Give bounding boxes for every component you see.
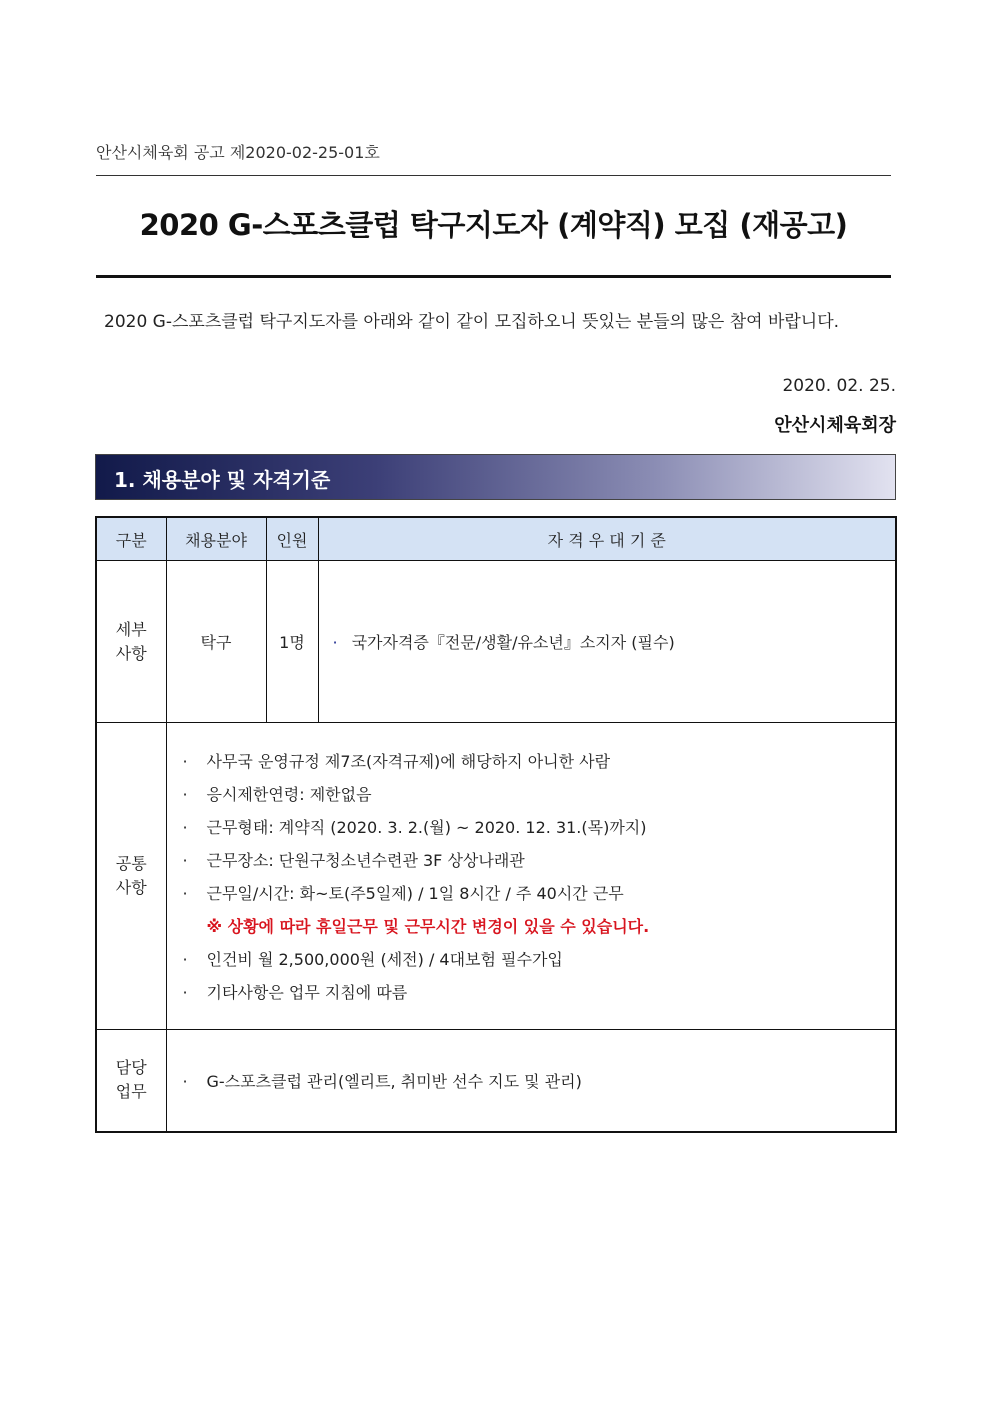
bullet-icon: · (182, 950, 188, 969)
bullet-icon: · (182, 752, 188, 771)
table-row-common (96, 723, 896, 1030)
common-label: 공통 사항 (96, 723, 166, 1030)
list-item: · 근무형태: 계약직 (2020. 3. 2.(월) ~ 2020. 12. 31.(목)까지) (183, 811, 896, 844)
section-header-bar (95, 454, 896, 500)
warning-note: ※ 상황에 따라 휴일근무 및 근무시간 변경이 있을 수 있습니다. (206, 917, 650, 936)
bullet-icon: · (332, 633, 338, 652)
bullet-icon: · (182, 818, 188, 837)
common-requirements-list (167, 723, 896, 1029)
notice-number: 안산시체육회 공고 제2020-02-25-01호 (96, 143, 380, 162)
detail-count: 1명 (266, 561, 318, 723)
header-category: 구분 (96, 517, 166, 561)
bullet-icon: · (182, 851, 188, 870)
duty-label: 담당 업무 (96, 1030, 166, 1132)
detail-criteria (318, 561, 896, 723)
list-item: · 인건비 월 2,500,000원 (세전) / 4대보험 필수가입 (183, 943, 896, 976)
criteria-text: 국가자격증『전문/생활/유소년』소지자 (필수) (351, 633, 675, 652)
bullet-icon: · (182, 884, 188, 903)
duty-text: G-스포츠클럽 관리(엘리트, 취미반 선수 지도 및 관리) (206, 1071, 582, 1091)
bullet-icon: · (182, 983, 188, 1002)
bullet-icon: · (182, 785, 188, 804)
header-count: 인원 (266, 517, 318, 561)
title-divider (96, 275, 891, 278)
table-row-duty (96, 1030, 896, 1132)
duty-content (166, 1030, 896, 1132)
detail-label: 세부 사항 (96, 561, 166, 723)
recruitment-table (95, 516, 897, 1133)
list-item: · 근무장소: 단원구청소년수련관 3F 상상나래관 (183, 844, 896, 877)
signer-name: 안산시체육회장 (774, 415, 896, 436)
header-field: 채용분야 (166, 517, 266, 561)
intro-paragraph: 2020 G-스포츠클럽 탁구지도자를 아래와 같이 같이 모집하오니 뜻있는 분들의 많은 참여 바랍니다. (104, 312, 840, 332)
list-item: · 응시제한연령: 제한없음 (183, 778, 896, 811)
table-row-detail (96, 561, 896, 723)
table-header-row (96, 517, 896, 561)
list-item: · 사무국 운영규정 제7조(자격규제)에 해당하지 아니한 사람 (183, 745, 896, 778)
detail-field: 탁구 (166, 561, 266, 723)
top-divider (96, 175, 891, 176)
header-criteria: 자 격 우 대 기 준 (318, 517, 896, 561)
notice-date: 2020. 02. 25. (782, 376, 896, 396)
list-item: · 근무일/시간: 화~토(주5일제) / 1일 8시간 / 주 40시간 근무 (183, 877, 896, 910)
list-item: · 기타사항은 업무 지침에 따름 (183, 976, 896, 1009)
bullet-icon: · (182, 1071, 188, 1091)
common-content (166, 723, 896, 1030)
page-title: 2020 G-스포츠클럽 탁구지도자 (계약직) 모집 (재공고) (139, 208, 848, 242)
section-title: 1. 채용분야 및 자격기준 (114, 468, 331, 492)
